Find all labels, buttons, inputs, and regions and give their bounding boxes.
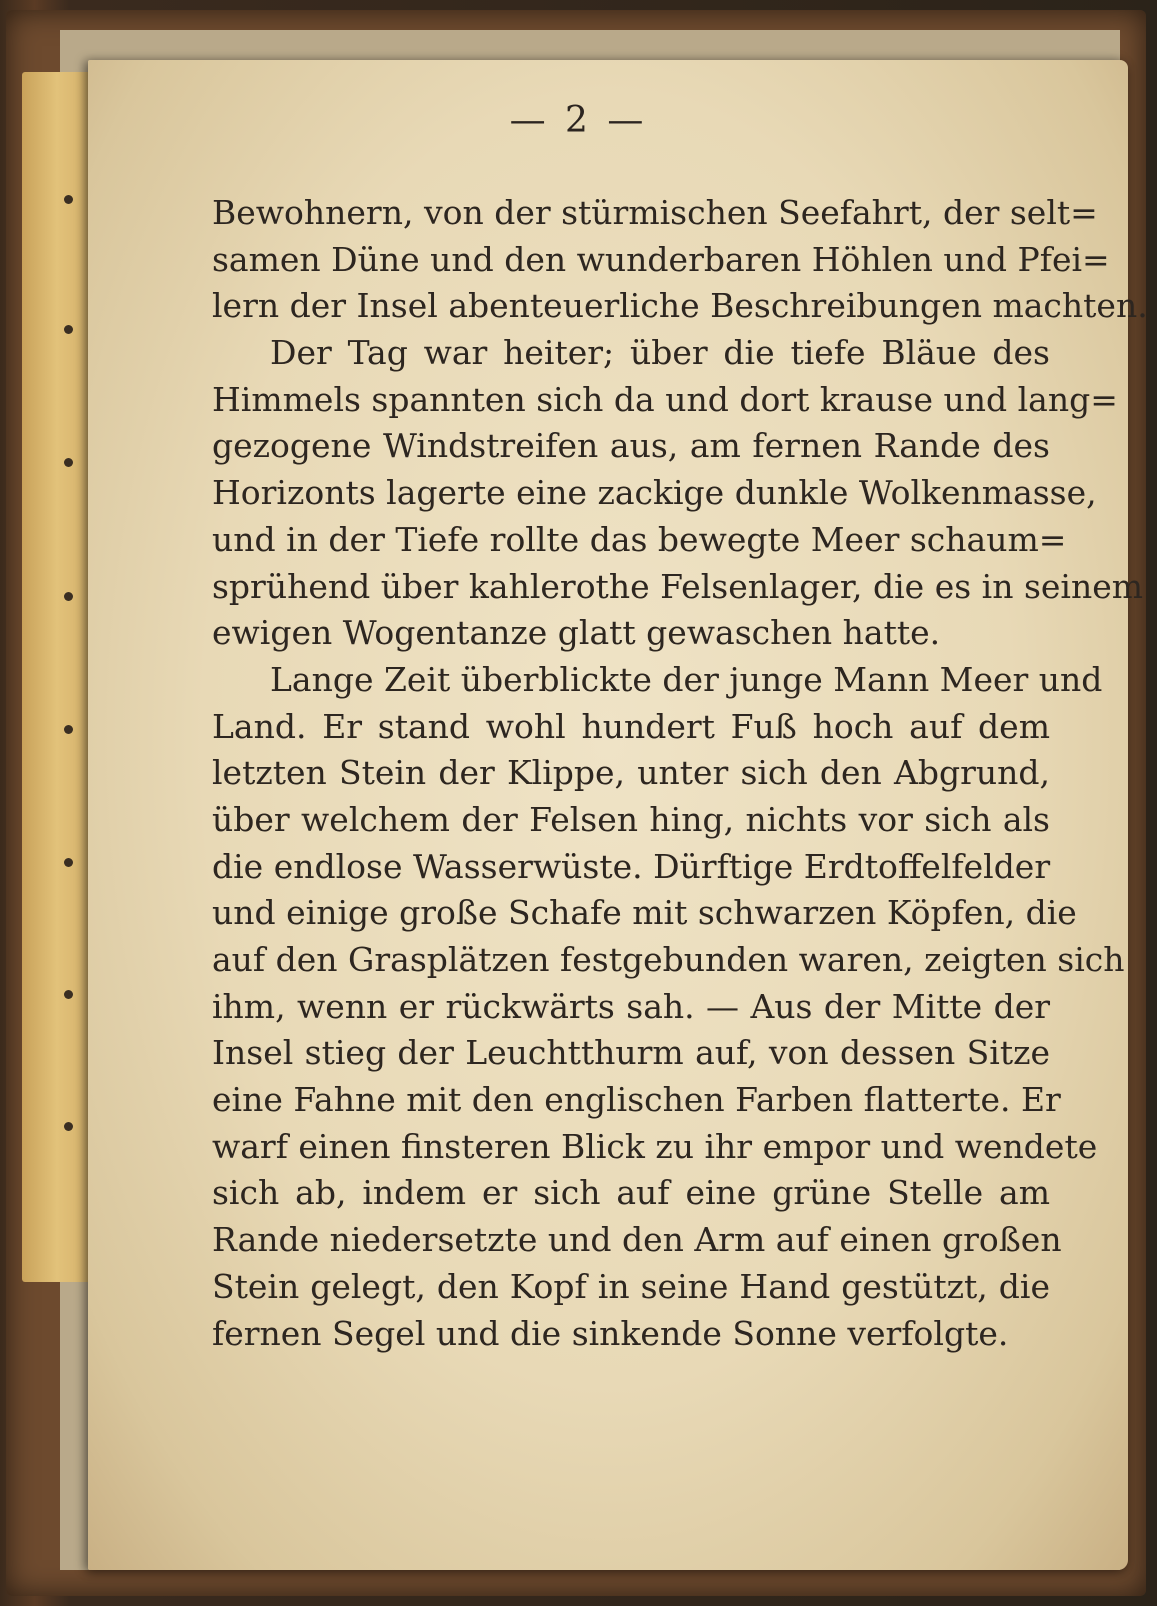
binding-stitch-icon: [64, 325, 73, 334]
binding-stitch-icon: [64, 990, 73, 999]
text-line: sprühend über kahlerothe Felsenlager, die es in seinem: [212, 566, 1144, 606]
binding-stitch-icon: [64, 458, 73, 467]
text-line: ewigen Wogentanze glatt gewaschen hatte.: [212, 613, 941, 653]
binding-stitch-icon: [64, 1122, 73, 1131]
text-line: Stein gelegt, den Kopf in seine Hand gestützt, die: [212, 1266, 1050, 1306]
binding-stitch-icon: [64, 195, 73, 204]
text-line: Horizonts lagerte eine zackige dunkle Wolkenmasse,: [212, 473, 1097, 513]
body-text: [212, 190, 1148, 1357]
binding-stitch-icon: [64, 592, 73, 601]
text-line: sich ab, indem er sich auf eine grüne Stelle am: [212, 1173, 1050, 1213]
text-line: Der Tag war heiter; über die tiefe Bläue des: [270, 333, 1050, 373]
text-line: eine Fahne mit den englischen Farben flatterte. Er: [212, 1080, 1061, 1120]
text-line: samen Düne und den wunderbaren Höhlen und Pfei=: [212, 239, 1110, 279]
text-line: letzten Stein der Klippe, unter sich den Abgrund,: [212, 753, 1050, 793]
page-number: — 2 —: [509, 100, 648, 141]
text-line: und einige große Schafe mit schwarzen Köpfen, die: [212, 893, 1077, 933]
binding-stitch-icon: [64, 725, 73, 734]
text-line: Himmels spannten sich da und dort krause und lang=: [212, 379, 1118, 419]
binding-stitch-icon: [64, 858, 73, 867]
text-line: fernen Segel und die sinkende Sonne verfolgte.: [212, 1313, 1009, 1353]
text-line: Insel stieg der Leuchtthurm auf, von dessen Sitze: [212, 1033, 1050, 1073]
text-line: über welchem der Felsen hing, nichts vor sich als: [212, 799, 1050, 839]
text-line: gezogene Windstreifen aus, am fernen Rande des: [212, 426, 1050, 466]
text-line: Rande niedersetzte und den Arm auf einen großen: [212, 1220, 1062, 1260]
text-line: warf einen finsteren Blick zu ihr empor und wendete: [212, 1126, 1098, 1166]
text-line: Land. Er stand wohl hundert Fuß hoch auf dem: [212, 706, 1050, 746]
text-line: lern der Insel abenteuerliche Beschreibungen machten.: [212, 286, 1148, 326]
text-line: auf den Grasplätzen festgebunden waren, zeigten sich: [212, 940, 1125, 979]
endpaper-strip: [22, 72, 92, 1282]
text-line: die endlose Wasserwüste. Dürftige Erdtoffelfelder: [212, 846, 1051, 886]
text-line: Bewohnern, von der stürmischen Seefahrt, der selt=: [212, 193, 1098, 232]
text-line: ihm, wenn er rückwärts sah. — Aus der Mitte der: [212, 986, 1050, 1026]
text-line: und in der Tiefe rollte das bewegte Meer schaum=: [212, 519, 1067, 559]
text-line: Lange Zeit überblickte der junge Mann Meer und: [270, 659, 1103, 699]
